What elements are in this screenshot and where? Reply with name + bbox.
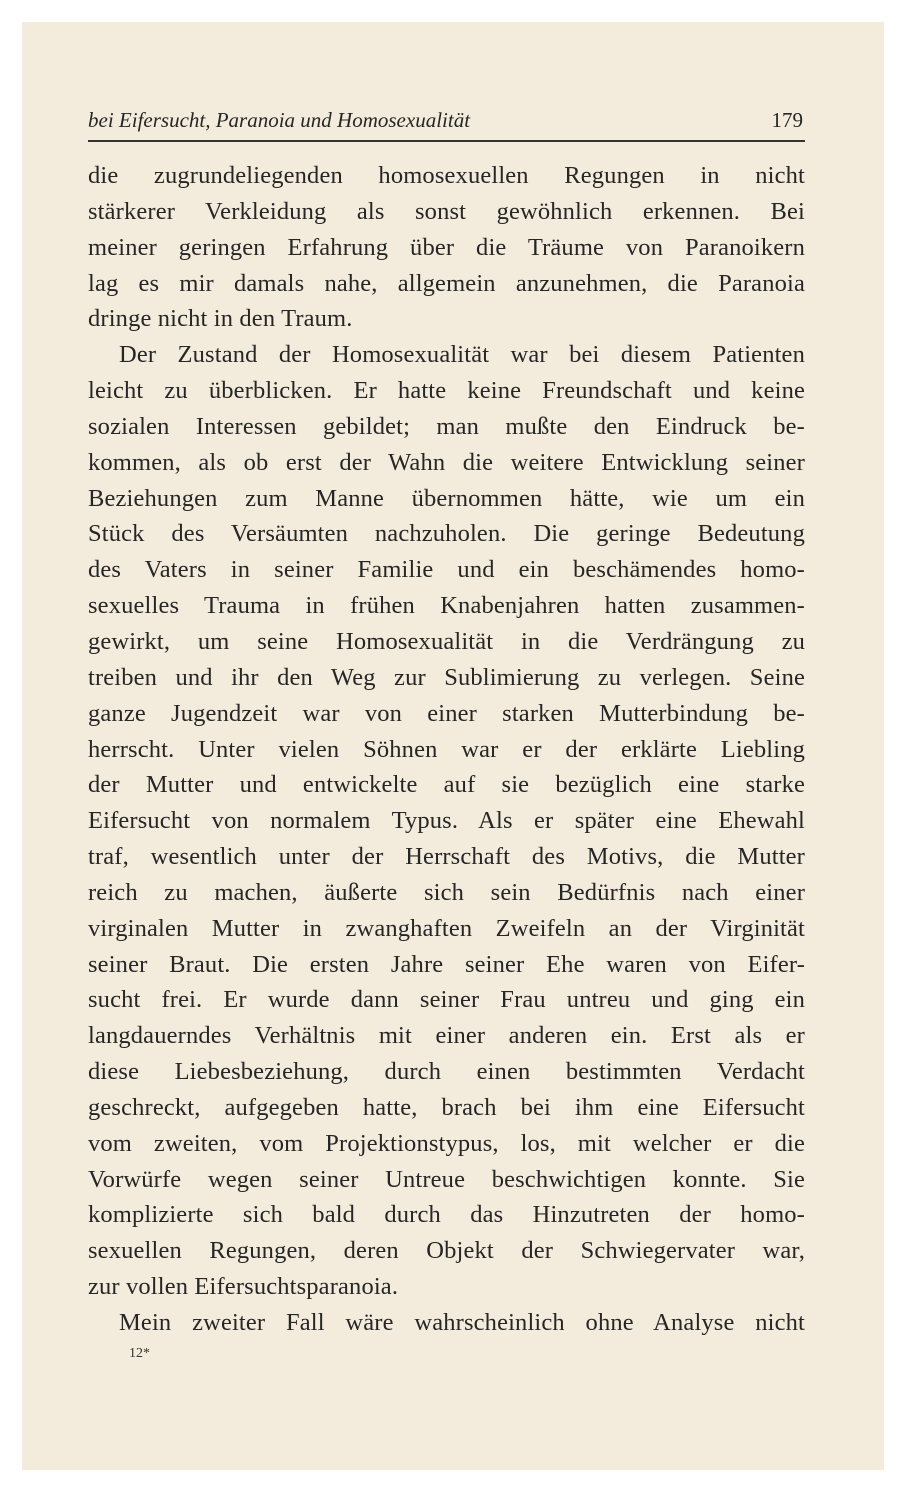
text-line: komplizierte sich bald durch das Hinzutreten der homo- [88,1201,805,1229]
text-line: seiner Braut. Die ersten Jahre seiner Ehe waren von Eifer- [88,950,805,978]
text-line: gewirkt, um seine Homosexualität in die Verdrängung zu [88,627,805,655]
text-line: der Mutter und entwickelte auf sie bezüglich eine starke [88,771,805,799]
header-rule [88,140,805,142]
text-line: geschreckt, aufgegeben hatte, brach bei ihm eine Eifersucht [88,1093,805,1121]
text-line: Mein zweiter Fall wäre wahrscheinlich ohne Analyse nicht [119,1309,805,1336]
text-line: stärkerer Verkleidung als sonst gewöhnlich erkennen. Bei [88,197,805,225]
text-line: Stück des Versäumten nachzuholen. Die geringe Bedeutung [88,520,805,548]
page-number: 179 [771,108,803,132]
printer-signature: 12* [129,1346,150,1361]
text-line: sozialen Interessen gebildet; man mußte den Eindruck be- [88,412,805,440]
text-line: vom zweiten, vom Projektionstypus, los, mit welcher er die [88,1129,805,1157]
text-line: lag es mir damals nahe, allgemein anzunehmen, die Paranoia [88,269,805,297]
text-line: Vorwürfe wegen seiner Untreue beschwichtigen konnte. Sie [88,1165,805,1193]
text-line: herrscht. Unter vielen Söhnen war er der erklärte Liebling [88,735,805,763]
text-line: sucht frei. Er wurde dann seiner Frau untreu und ging ein [88,986,805,1014]
text-line: die zugrundeliegenden homosexuellen Regungen in nicht [88,162,805,189]
text-line: Der Zustand der Homosexualität war bei diesem Patienten [119,341,805,369]
text-line: des Vaters in seiner Familie und ein beschämendes homo- [88,556,805,584]
text-line: kommen, als ob erst der Wahn die weitere Entwicklung seiner [88,448,805,476]
running-title: bei Eifersucht, Paranoia und Homosexualität [88,108,471,132]
body-text [88,158,805,1341]
text-line: dringe nicht in den Traum. [88,305,353,333]
text-line: sexuellen Regungen, deren Objekt der Schwiegervater war, [88,1237,805,1265]
text-line: sexuelles Trauma in frühen Knabenjahren hatten zusammen- [88,592,805,620]
text-line: virginalen Mutter in zwanghaften Zweifeln an der Virginität [88,914,805,942]
text-line: meiner geringen Erfahrung über die Träume von Paranoikern [88,233,805,261]
text-line: langdauerndes Verhältnis mit einer anderen ein. Erst als er [88,1022,805,1050]
text-line: reich zu machen, äußerte sich sein Bedürfnis nach einer [88,878,805,906]
text-line: diese Liebesbeziehung, durch einen bestimmten Verdacht [88,1058,805,1086]
text-line: Beziehungen zum Manne übernommen hätte, wie um ein [88,484,805,512]
text-line: zur vollen Eifersuchtsparanoia. [88,1273,399,1301]
running-header [88,106,805,140]
text-line: Eifersucht von normalem Typus. Als er später eine Ehewahl [88,807,805,835]
text-line: ganze Jugendzeit war von einer starken Mutterbindung be- [88,699,805,727]
text-line: treiben und ihr den Weg zur Sublimierung zu verlegen. Seine [88,663,805,691]
text-line: leicht zu überblicken. Er hatte keine Freundschaft und keine [88,377,805,405]
text-line: traf, wesentlich unter der Herrschaft des Motivs, die Mutter [88,843,805,871]
